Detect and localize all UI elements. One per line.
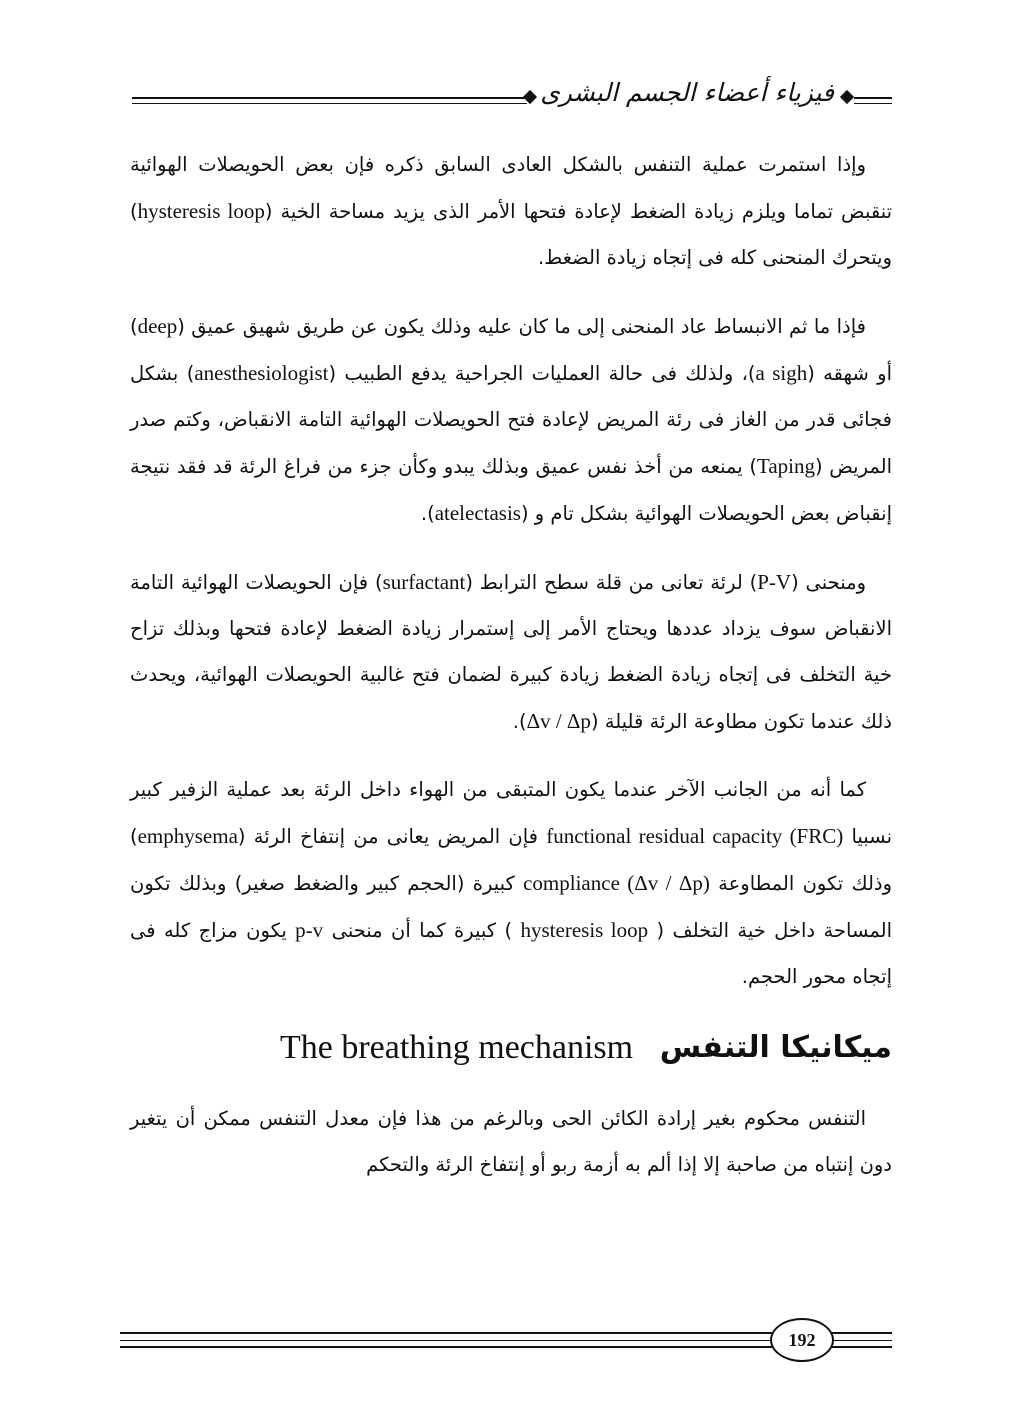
text-run: فإن المريض يعانى من إنتفاخ الرئة (	[237, 825, 547, 848]
text-run: ) أو شهقه (	[130, 315, 892, 385]
footer-rule	[832, 1340, 892, 1341]
english-term: functional residual capacity (FRC)	[546, 824, 844, 848]
footer-rule	[120, 1332, 772, 1334]
text-run: ) كبيرة كما أن منحنى	[323, 919, 521, 942]
english-term: emphysema	[137, 824, 238, 848]
text-run: ) لرئة تعانى من قلة سطح الترابط (	[465, 571, 758, 594]
text-run: ) ويتحرك المنحنى كله فى إتجاه زيادة الضغط.	[130, 200, 892, 269]
text-run: وإذا استمرت عملية التنفس بالشكل العادى السابق ذكره فإن بعض الحويصلات الهوائية تنقبض تماما ويلزم زيادة الضغط لإعادة فتحها الأمر الذى يزيد مساحة الخية (	[130, 153, 892, 223]
text-run: التنفس محكوم بغير إرادة الكائن الحى وبالرغم من هذا فإن معدل التنفس ممكن أن يتغير دون إنتباه من صاحبة إلا إذا ألم به أزمة ربو أو إنتفاخ الرئة والتحكم	[130, 1107, 892, 1176]
text-run: ) وذلك تكون المطاوعة	[130, 825, 892, 895]
text-run: كما أنه من الجانب الآخر عندما يكون المتبقى من الهواء داخل الرئة بعد عملية الزفير كبير نسبيا	[130, 778, 892, 848]
paragraph-1	[130, 142, 892, 281]
english-term: Taping	[757, 454, 816, 478]
english-term: deep	[137, 314, 178, 338]
section-heading	[130, 1022, 892, 1074]
running-header	[132, 78, 892, 112]
paragraph-4	[130, 767, 892, 1000]
english-term: p-v	[295, 918, 324, 942]
header-rule-right	[854, 97, 892, 104]
paragraph-5	[130, 1096, 892, 1188]
footer-rule	[120, 1340, 772, 1341]
text-run: كبيرة (الحجم كبير والضغط صغير) وبذلك تكون المساحة داخل خية التخلف (	[130, 872, 892, 942]
page-number: 192	[770, 1318, 834, 1362]
text-run: يكون مزاج كله فى إتجاه محور الحجم.	[130, 919, 892, 988]
english-term: Δv / Δp	[526, 709, 591, 733]
diamond-ornament-icon	[840, 90, 854, 104]
english-term: hysteresis loop	[520, 918, 649, 942]
footer-rule	[832, 1346, 892, 1348]
text-run: ) يمنعه من أخذ نفس عميق وبذلك يبدو وكأن جزء من فراغ الرئة قد فقد نتيجة إنقباض بعض الحويصلات الهوائية بشكل تام و (	[130, 455, 892, 525]
english-term: atelectasis	[434, 501, 521, 525]
page-footer	[120, 1312, 892, 1364]
text-run: فإذا ما ثم الانبساط عاد المنحنى إلى ما كان عليه وذلك يكون عن طريق شهيق عميق (	[177, 315, 866, 338]
text-run: ) فإن الحويصلات الهوائية التامة الانقباض سوف يزداد عددها ويحتاج الأمر إلى إستمرار زيادة الضغط لإعادة فتحها وبذلك تزاح خية التخلف فى إتجاه زيادة الضغط زيادة كبيرة لضمان فتح غالبية الحويصلات الهوائية، ويحدث ذلك عندما تكون مطاوعة الرئة قليلة (	[130, 571, 892, 733]
text-run: )، ولذلك فى حالة العمليات الجراحية يدفع الطبيب (	[328, 362, 756, 385]
text-run: ومنحنى (	[791, 571, 866, 594]
english-term: a sigh	[755, 361, 808, 385]
text-run: ).	[512, 710, 527, 733]
paragraph-2	[130, 303, 892, 537]
running-title: فيزياء أعضاء الجسم البشرى	[540, 78, 834, 107]
text-run: ).	[420, 502, 435, 525]
english-term: surfactant	[382, 570, 466, 594]
english-term: anesthesiologist	[194, 361, 329, 385]
text-run: ) بشكل فجائى قدر من الغاز فى رئة المريض لإعادة فتح الحويصلات الهوائية التامة الانقباض، وكتم صدر المريض (	[130, 362, 892, 478]
english-term: compliance (Δv / Δp)	[523, 871, 710, 895]
footer-rule	[120, 1346, 772, 1348]
section-heading-english: The breathing mechanism	[280, 1029, 634, 1066]
section-heading-arabic: ميكانيكا التنفس	[659, 1030, 892, 1065]
english-term: hysteresis loop	[137, 199, 265, 223]
footer-rule	[832, 1332, 892, 1334]
paragraph-3	[130, 559, 892, 745]
page-body	[130, 142, 892, 1210]
english-term: P-V	[757, 570, 792, 594]
header-rule-left	[132, 97, 527, 104]
